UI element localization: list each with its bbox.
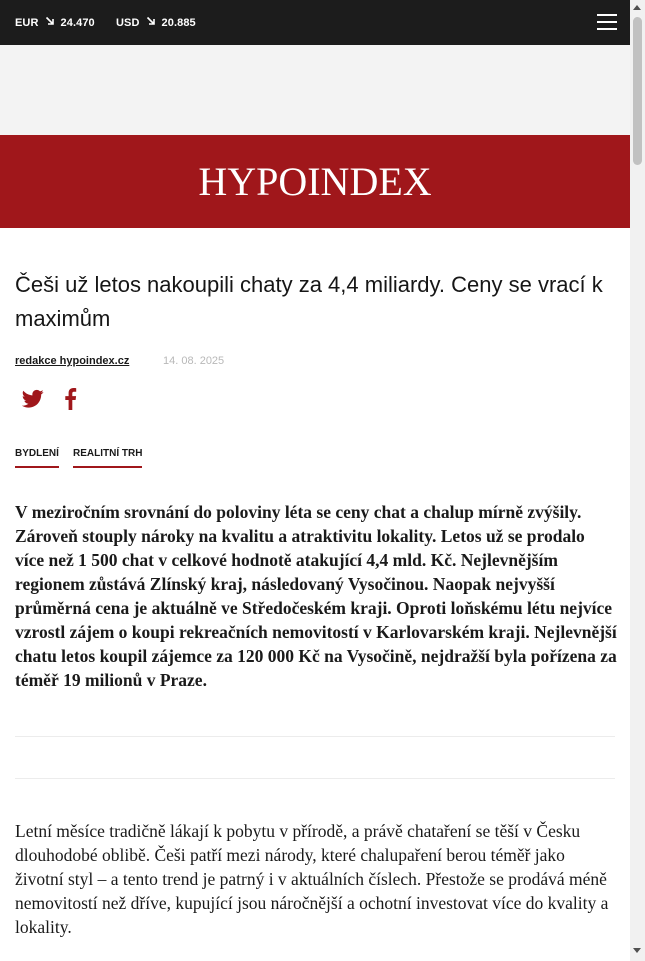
arrow-down-right-icon (146, 16, 156, 29)
exchange-rate-eur (15, 16, 95, 29)
hamburger-menu-icon[interactable] (597, 14, 617, 30)
exchange-rate-usd (116, 16, 196, 29)
article-body-paragraph: Letní měsíce tradičně lákají k pobytu v přírodě, a právě chataření se těší v Česku dlouhodobé oblibě. Češi patří mezi národy, které chalupaření berou téměř jako životní styl – a tento trend je patrný i v aktuálních číslech. Přestože se prodává méně nemovitostí než dříve, kupující jsou náročnější a ochotní investovat více do kvality a lokality. (15, 821, 609, 937)
twitter-icon[interactable] (22, 389, 44, 409)
scroll-down-arrow-icon[interactable] (633, 948, 641, 953)
currency-label: USD (116, 16, 140, 29)
facebook-icon[interactable] (64, 388, 77, 410)
arrow-down-right-icon (45, 16, 55, 29)
article-perex: V meziročním srovnání do poloviny léta se ceny chat a chalup mírně zvýšily. Zároveň stouply nároky na kvalitu a atraktivitu lokality. Letos už se prodalo více než 1 500 chat v celkové hodnotě atakující 4,4 mld. Kč. Nejlevnějším regionem zůstává Zlínský kraj, následovaný Vysočinou. Naopak nejvyšší průměrná cena je aktuálně ve Středočeském kraji. Oproti loňskému létu nejvíce vzrostl zájem o koupi rekreačních nemovitostí v Karlovarském kraji. Nejlevnější chatu letos koupil zájemce za 120 000 Kč na Vysočině, nejdražší byla pořízena za téměř 19 milionů v Praze. (15, 502, 617, 690)
top-bar (0, 0, 630, 45)
ad-placeholder (0, 45, 630, 135)
divider (15, 778, 615, 779)
article-author-link[interactable]: redakce hypoindex.cz (15, 355, 130, 367)
rate-value: 24.470 (60, 16, 95, 29)
site-logo[interactable]: HYPOINDEX (198, 158, 432, 204)
tag-bydleni[interactable]: BYDLENÍ (15, 448, 59, 468)
rate-value: 20.885 (161, 16, 196, 29)
brand-banner (0, 135, 630, 228)
divider (15, 736, 615, 737)
article-title: Češi už letos nakoupili chaty za 4,4 miliardy. Ceny se vrací k maximům (15, 272, 603, 331)
scrollbar-thumb[interactable] (633, 17, 642, 165)
scroll-up-arrow-icon[interactable] (633, 5, 641, 10)
article-date: 14. 08. 2025 (163, 355, 225, 367)
currency-label: EUR (15, 16, 39, 29)
tag-realitni-trh[interactable]: REALITNÍ TRH (73, 448, 142, 468)
